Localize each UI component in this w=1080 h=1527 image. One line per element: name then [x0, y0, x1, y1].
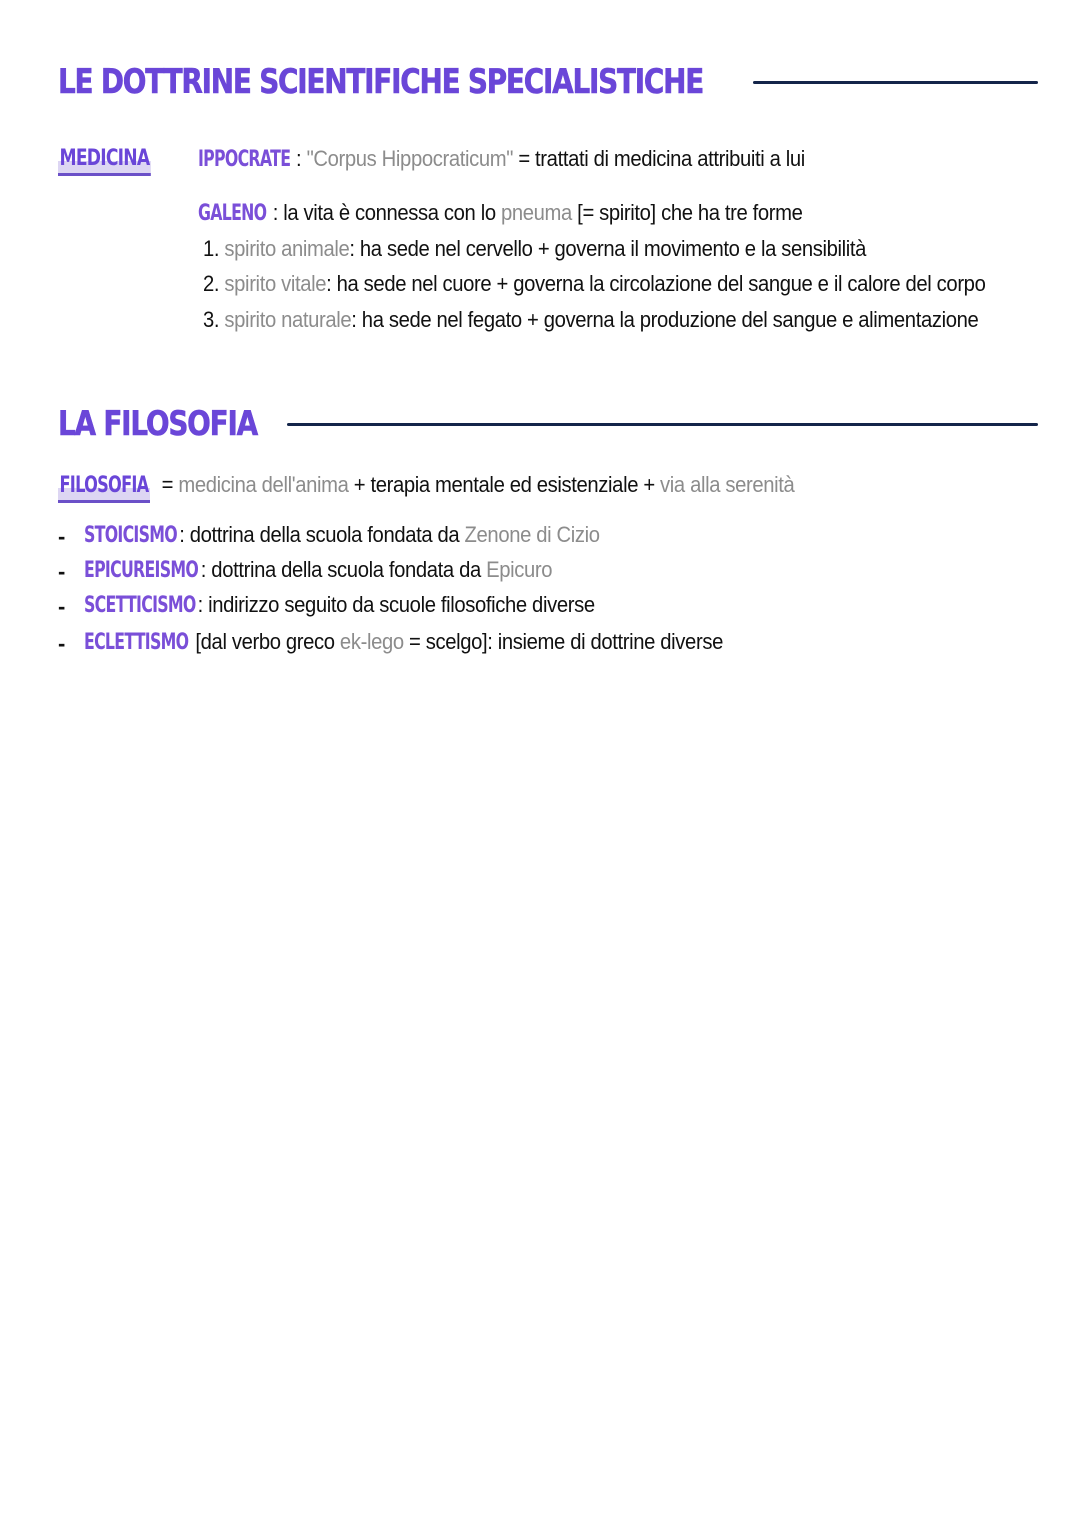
school-name: EPICUREISMO: [84, 558, 199, 583]
filosofia-label: FILOSOFIA: [58, 473, 150, 503]
school-name: ECLETTISMO: [84, 630, 189, 655]
school-post: = scelgo]: insieme di dottrine diverse: [409, 629, 723, 654]
list-item: [84, 522, 600, 548]
galeno-name: GALENO: [198, 201, 267, 226]
ippocrate-line: [198, 146, 805, 172]
ippocrate-work: "Corpus Hippocraticum": [306, 146, 514, 171]
galeno-item: [203, 271, 985, 297]
section-heading-filosofia: [58, 404, 1038, 444]
galeno-item: [203, 236, 866, 262]
item-term: spirito animale: [224, 236, 350, 261]
pneuma-term: pneuma: [500, 200, 572, 225]
heading-rule: [753, 81, 1038, 84]
item-number: 3.: [203, 307, 220, 332]
school-name: STOICISMO: [84, 523, 177, 548]
bullet-dash: -: [58, 594, 66, 619]
school-text: : indirizzo seguito da scuole filosofiche diverse: [197, 592, 595, 617]
galeno-intro-b: [= spirito] che ha tre forme: [577, 200, 803, 225]
list-item: [84, 557, 552, 583]
ippocrate-name: IPPOCRATE: [198, 147, 291, 172]
filosofia-definition: [58, 472, 794, 503]
school-text: : dottrina della scuola fondata da: [179, 522, 460, 547]
bullet-dash: -: [58, 524, 66, 549]
item-term: spirito naturale: [224, 307, 352, 332]
ippocrate-sep: :: [296, 146, 302, 171]
item-desc: : ha sede nel fegato + governa la produzione del sangue e alimentazione: [351, 307, 979, 332]
definition-plus: + terapia mentale ed esistenziale +: [353, 472, 655, 497]
definition-eq: =: [161, 472, 174, 497]
school-name: SCETTICISMO: [84, 593, 196, 618]
heading-rule: [287, 423, 1038, 426]
section-title: LE DOTTRINE SCIENTIFICHE SPECIALISTICHE: [58, 62, 704, 102]
bullet-dash: -: [58, 631, 66, 656]
ippocrate-desc: = trattati di medicina attribuiti a lui: [518, 146, 805, 171]
item-desc: : ha sede nel cervello + governa il movimento e la sensibilità: [349, 236, 867, 261]
galeno-line: [198, 200, 803, 226]
bullet-dash: -: [58, 559, 66, 584]
item-term: spirito vitale: [224, 271, 327, 296]
medicina-label: MEDICINA: [58, 146, 151, 176]
school-pre: [dal verbo greco: [195, 629, 335, 654]
school-founder: Zenone di Cizio: [464, 522, 600, 547]
school-founder: Epicuro: [486, 557, 553, 582]
school-text: : dottrina della scuola fondata da: [200, 557, 481, 582]
galeno-intro-a: : la vita è connessa con lo: [272, 200, 496, 225]
item-number: 2.: [203, 271, 220, 296]
definition-part1: medicina dell'anima: [178, 472, 349, 497]
item-desc: : ha sede nel cuore + governa la circolazione del sangue e il calore del corpo: [326, 271, 986, 296]
list-item: [84, 629, 723, 655]
greek-term: ek-lego: [339, 629, 404, 654]
section-title: LA FILOSOFIA: [58, 404, 257, 444]
section-heading-scientific-doctrines: [58, 62, 1038, 102]
item-number: 1.: [203, 236, 220, 261]
list-item: [84, 592, 595, 618]
galeno-item: [203, 307, 978, 333]
definition-part2: via alla serenità: [660, 472, 795, 497]
